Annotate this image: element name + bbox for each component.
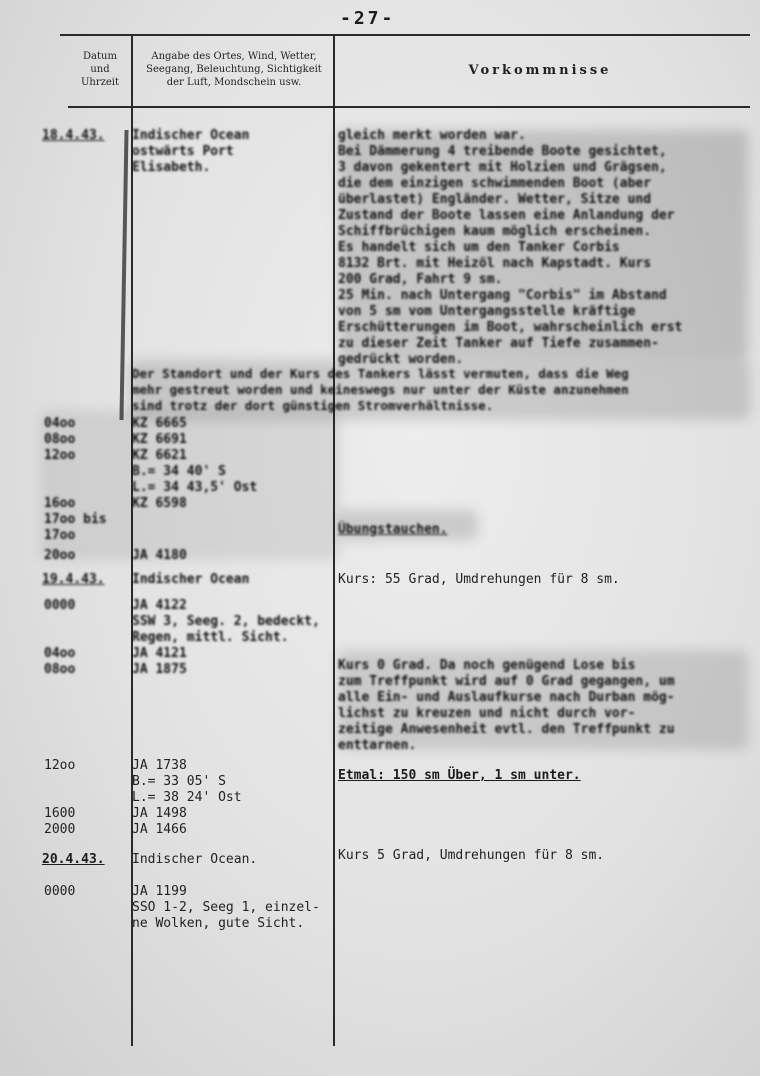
note-line: mehr gestreut worden und keineswegs nur unter der Küste anzunehmen <box>132 382 629 397</box>
time-entry: 04oo <box>44 416 76 431</box>
event-line: enttarnen. <box>338 738 417 753</box>
event-line: 3 davon gekentert mit Holzien und Grägsen, <box>338 160 667 175</box>
event-line: gleich merkt worden war. <box>338 128 526 143</box>
grid-square: JA 1875 <box>132 662 187 677</box>
position-line: B.= 33 05' S <box>132 774 226 789</box>
event-line: von 5 sm vom Untergangsstelle kräftige <box>338 304 636 319</box>
place-line: ostwärts Port <box>132 144 234 159</box>
event-line: 25 Min. nach Untergang "Corbis" im Abstand <box>338 288 667 303</box>
time-entry: 2000 <box>44 822 76 837</box>
time-entry: 17oo <box>44 528 76 543</box>
event-line: lichst zu kreuzen und nicht durch vor- <box>338 706 636 721</box>
entry-date: 20.4.43. <box>42 852 105 867</box>
note-line: Der Standort und der Kurs des Tankers lässt vermuten, dass die Weg <box>132 366 629 381</box>
header-col-date-line: Uhrzeit <box>80 77 120 88</box>
time-entry: 0000 <box>44 884 76 899</box>
time-entry: 16oo <box>44 496 76 511</box>
grid-square: KZ 6665 <box>132 416 187 431</box>
grid-square: JA 1466 <box>132 822 187 837</box>
event-line: Schiffbrüchigen kaum möglich erscheinen. <box>338 224 652 239</box>
event-line: Übungstauchen. <box>338 522 448 537</box>
page-number: -27- <box>340 8 396 29</box>
event-line: Zustand der Boote lassen eine Anlandung der <box>338 208 675 223</box>
margin-pen-stroke <box>119 130 128 420</box>
event-line: 200 Grad, Fahrt 9 sm. <box>338 272 503 287</box>
grid-square: KZ 6691 <box>132 432 187 447</box>
grid-square: JA 1738 <box>132 758 187 773</box>
header-col-events: Vorkommnisse <box>468 63 612 78</box>
weather-line: SSO 1-2, Seeg 1, einzel- <box>132 900 320 915</box>
event-line: Es handelt sich um den Tanker Corbis <box>338 240 620 255</box>
weather-line: ne Wolken, gute Sicht. <box>132 916 305 931</box>
header-col-place-line: Seegang, Beleuchtung, Sichtigkeit <box>146 64 322 75</box>
time-entry: 08oo <box>44 432 76 447</box>
header-rule <box>68 106 750 108</box>
grid-square: KZ 6598 <box>132 496 187 511</box>
grid-square: JA 1199 <box>132 884 187 899</box>
grid-square: JA 4180 <box>132 548 187 563</box>
entry-date: 19.4.43. <box>42 572 105 587</box>
event-line: Bei Dämmerung 4 treibende Boote gesichtet, <box>338 144 667 159</box>
header-col-place <box>134 50 334 89</box>
weather-line: SSW 3, Seeg. 2, bedeckt, <box>132 614 320 629</box>
time-entry: 20oo <box>44 548 76 563</box>
time-entry: 08oo <box>44 662 76 677</box>
header-col-date-line: und <box>90 64 110 75</box>
etmal-line: Etmal: 150 sm Über, 1 sm unter. <box>338 768 581 783</box>
header-col-place-line: Angabe des Ortes, Wind, Wetter, <box>151 51 317 62</box>
event-line: alle Ein- und Auslaufkurse nach Durban mög- <box>338 690 675 705</box>
time-entry: 0000 <box>44 598 76 613</box>
position-line: B.= 34 40' S <box>132 464 226 479</box>
position-line: L.= 38 24' Ost <box>132 790 242 805</box>
place-line: Indischer Ocean <box>132 128 250 143</box>
event-line: Kurs 5 Grad, Umdrehungen für 8 sm. <box>338 848 605 863</box>
weather-line: Regen, mittl. Sicht. <box>132 630 289 645</box>
event-line: Kurs 0 Grad. Da noch genügend Lose bis <box>338 658 636 673</box>
header-col-place-line: der Luft, Mondschein usw. <box>166 77 302 88</box>
grid-square: JA 4122 <box>132 598 187 613</box>
grid-square: JA 1498 <box>132 806 187 821</box>
note-line: sind trotz der dort günstigen Stromverhältnisse. <box>132 398 494 413</box>
event-line: zeitige Anwesenheit evtl. den Treffpunkt zu <box>338 722 675 737</box>
header-col-date-line: Datum <box>83 51 117 62</box>
event-line: zu dieser Zeit Tanker auf Tiefe zusammen- <box>338 336 659 351</box>
position-line: L.= 34 43,5' Ost <box>132 480 258 495</box>
time-entry: 17oo bis <box>44 512 107 527</box>
time-entry: 04oo <box>44 646 76 661</box>
time-entry: 12oo <box>44 448 76 463</box>
place-line: Indischer Ocean <box>132 572 250 587</box>
event-line: Kurs: 55 Grad, Umdrehungen für 8 sm. <box>338 572 620 587</box>
grid-square: JA 4121 <box>132 646 187 661</box>
top-rule <box>60 34 750 36</box>
event-line: die dem einzigen schwimmenden Boot (aber <box>338 176 652 191</box>
entry-date: 18.4.43. <box>42 128 105 143</box>
time-entry: 1600 <box>44 806 76 821</box>
event-line: zum Treffpunkt wird auf 0 Grad gegangen, um <box>338 674 675 689</box>
event-line: Erschütterungen im Boot, wahrscheinlich erst <box>338 320 683 335</box>
place-line: Elisabeth. <box>132 160 211 175</box>
event-line: 8132 Brt. mit Heizöl nach Kapstadt. Kurs <box>338 256 652 271</box>
header-col-date <box>70 50 130 89</box>
event-line: überlastet) Engländer. Wetter, Sitze und <box>338 192 652 207</box>
grid-square: KZ 6621 <box>132 448 187 463</box>
event-line: gedrückt worden. <box>338 352 464 367</box>
place-line: Indischer Ocean. <box>132 852 258 867</box>
time-entry: 12oo <box>44 758 76 773</box>
